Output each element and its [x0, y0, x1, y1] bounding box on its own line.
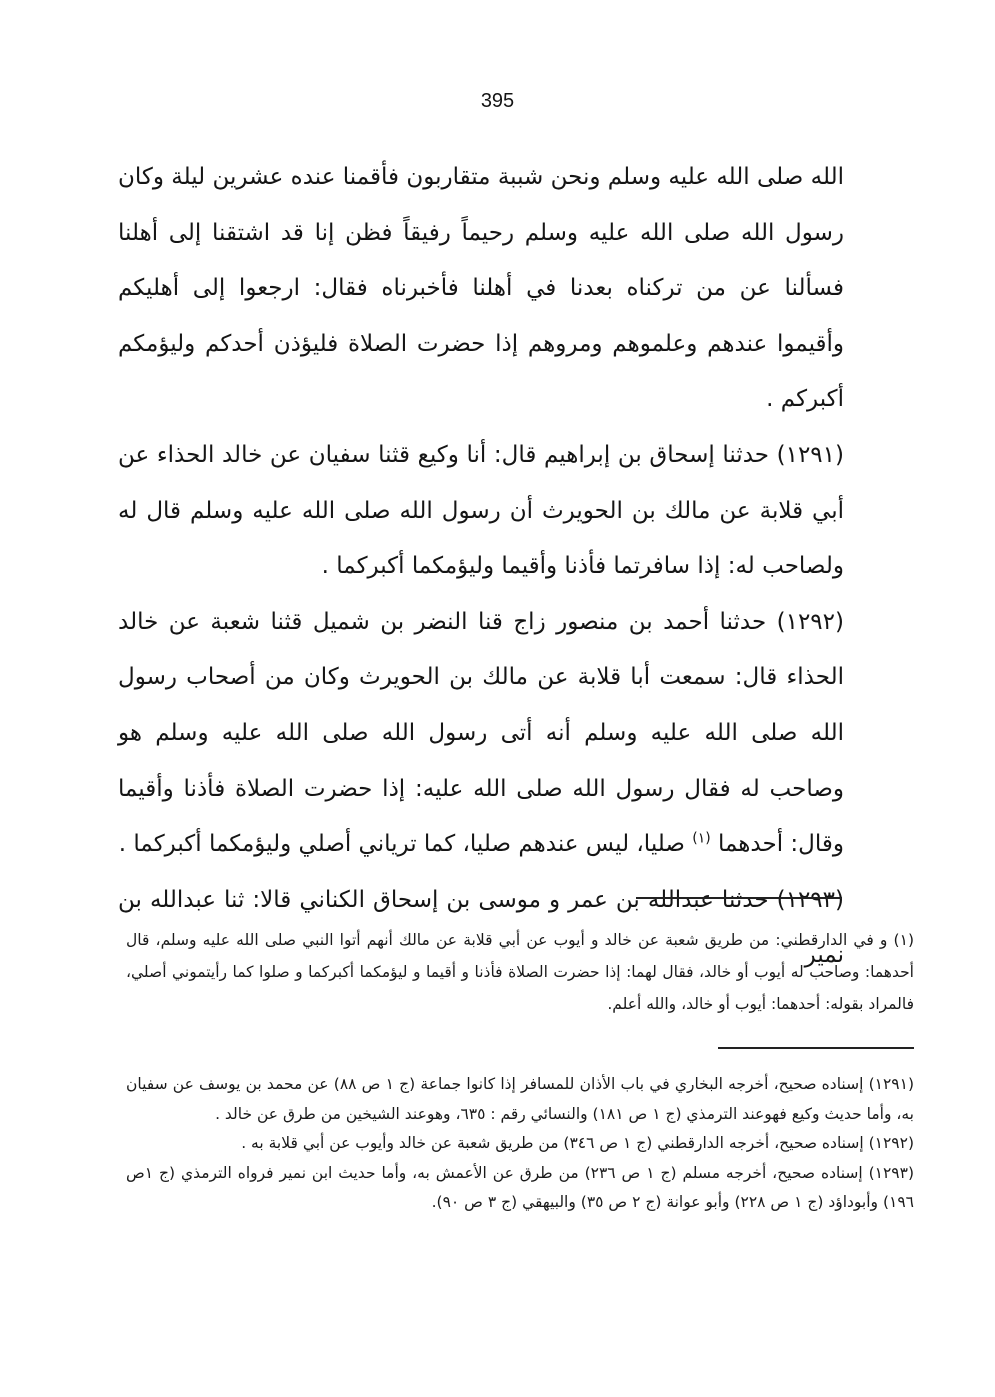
- takhrij-footnotes: [126, 1070, 914, 1218]
- hadith-1291: (١٢٩١) حدثنا إسحاق بن إبراهيم قال: أنا وكيع قثنا سفيان عن خالد الحذاء عن أبي قلابة عن مالك بن الحويرث أن رسول الله صلى الله عليه وسلم قال له ولصاحب له: إذا سافرتما فأذنا وأقيما وليؤمكما أكبركما .: [118, 441, 844, 580]
- hadith-1292-text-before-ref: (١٢٩٢) حدثنا أحمد بن منصور زاج قنا النضر بن شميل قثنا شعبة عن خالد الحذاء قال: سمعت أبا قلابة عن مالك بن الحويرث وكان من أصحاب رسول الله صلى الله عليه وسلم أنه أتى رسول الله صلى الله عليه وسلم هو وصاحب له فقال رسول الله صلى الله عليه: إذا حضرت الصلاة فأذنا وأقيما وقال: أحدهما: [118, 608, 844, 858]
- hadith-text: [118, 150, 844, 984]
- footnote-divider-editorial: [636, 897, 842, 899]
- takhrij-1292: (١٢٩٢) إسناده صحيح، أخرجه الدارقطني (ج ١ ص ٣٤٦) من طريق شعبة عن خالد وأيوب عن أبي قلابة به .: [241, 1134, 914, 1152]
- footnote-divider-takhrij: [718, 1047, 914, 1049]
- hadith-1292-text-after-ref: صليا، ليس عندهم صليا، كما ترياني أصلي وليؤمكما أكبركما .: [118, 831, 685, 858]
- editorial-footnotes: [126, 924, 914, 1020]
- hadith-1292: [118, 595, 844, 873]
- page-number: 395: [480, 90, 515, 112]
- hadith-paragraph-continuation: الله صلى الله عليه وسلم ونحن شببة متقاربون فأقمنا عنده عشرين ليلة وكان رسول الله صلى الله عليه وسلم رحيماً رفيقاً فظن إنا قد اشتقنا إلى أهلنا فسألنا عن من تركناه بعدنا في أهلنا فأخبرناه فقال: ارجعوا إلى أهليكم وأقيموا عندهم وعلموهم ومروهم إذا حضرت الصلاة فليؤذن أحدكم وليؤمكم أكبركم .: [118, 164, 844, 413]
- hadith-1293: (١٢٩٣) حدثنا عبدالله بن عمر و موسى بن إسحاق الكناني قالا: ثنا عبدالله بن نمير: [118, 886, 844, 969]
- footnote-1: (١) و في الدارقطني: من طريق شعبة عن خالد و أيوب عن أبي قلابة عن مالك أنهم أتوا النبي صلى الله عليه وسلم، قال أحدهما: وصاحب له أيوب أو خالد، فقال لهما: إذا حضرت الصلاة فأذنا و أقيما و ليؤمكما أكبركما و صلوا كما رأيتموني أصلي، فالمراد بقوله: أحدهما: أيوب أو خالد، والله أعلم.: [126, 931, 914, 1013]
- takhrij-1291: (١٢٩١) إسناده صحيح، أخرجه البخاري في باب الأذان للمسافر إذا كانوا جماعة (ج ١ ص ٨٨) عن محمد بن يوسف عن سفيان به، وأما حديث وكيع فهوعند الترمذي (ج ١ ص ١٨١) والنسائي رقم : ٦٣٥، وهوعند الشيخين من طرق عن خالد .: [126, 1075, 915, 1123]
- takhrij-1293: (١٢٩٣) إسناده صحيح، أخرجه مسلم (ج ١ ص ٢٣٦) من طرق عن الأعمش به، وأما حديث ابن نمير فرواه الترمذي (ج ١ص ١٩٦) وأبوداؤد (ج ١ ص ٢٢٨) وأبو عوانة (ج ٢ ص ٣٥) والبيهقي (ج ٣ ص ٩٠).: [126, 1163, 915, 1211]
- footnote-reference-1: (١): [692, 830, 711, 847]
